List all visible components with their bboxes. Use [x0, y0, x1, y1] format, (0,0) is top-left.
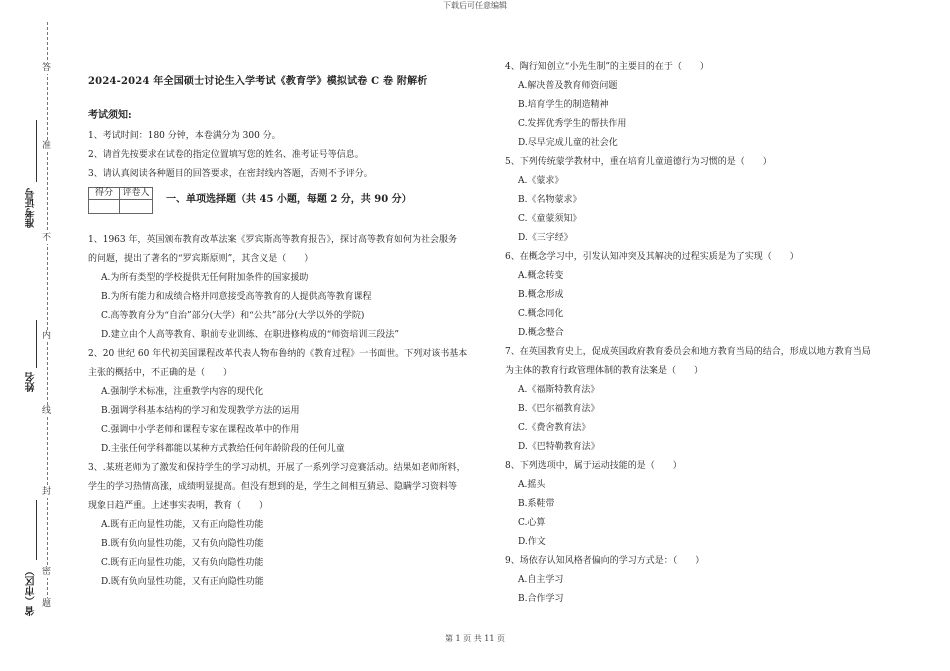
question-option: B.系鞋带: [518, 499, 555, 509]
exam-number-line: [36, 120, 37, 182]
seal-char: 题: [42, 599, 52, 609]
question-option: B.《巴尔福教育法》: [518, 404, 600, 414]
question-option: B.强调学科基本结构的学习和发现教学方法的运用: [101, 406, 300, 416]
question-stem: 5、下列传统蒙学教材中，重在培育儿童道德行为习惯的是（ ）: [505, 157, 772, 167]
right-column: [505, 58, 905, 609]
question: [505, 248, 905, 343]
score-cell: [89, 188, 120, 213]
question-option: B.《名物蒙求》: [518, 195, 582, 205]
question-option: C.发挥优秀学生的帮扶作用: [518, 119, 627, 129]
seal-char: 内: [42, 331, 52, 341]
question-stem: 4、陶行知创立“小先生制”的主要目的在于（ ）: [505, 62, 709, 72]
seal-char: 准: [42, 141, 52, 151]
question-option: B.为所有能力和成绩合格并同意接受高等教育的人提供高等教育课程: [101, 292, 372, 302]
question-option: B.培育学生的制造精神: [518, 100, 609, 110]
question-option: C.概念同化: [518, 309, 564, 319]
question-option: D.尽早完成儿童的社会化: [518, 138, 618, 148]
seal-dashed-line: [47, 22, 48, 610]
question-stem: 8、下列选项中，属于运动技能的是（ ）: [505, 461, 682, 471]
question-option: B.既有负向显性功能，又有负向隐性功能: [101, 539, 264, 549]
question-option: D.概念整合: [518, 328, 564, 338]
province-label: 省（市区）: [26, 566, 37, 616]
grader-cell: [120, 188, 152, 213]
score-label: 得分: [89, 188, 119, 200]
notice-title: 考试须知:: [88, 110, 132, 121]
page-footer: 第 1 页 共 11 页: [445, 634, 505, 643]
question-stem: 3、.某班老师为了激发和保持学生的学习动机，开展了一系列学习竞赛活动。结果如老师所料，: [88, 463, 466, 473]
question-option: A.自主学习: [518, 575, 564, 585]
seal-char: 线: [42, 406, 52, 416]
question-option: C.《费舍教育法》: [518, 423, 591, 433]
question-option: A.摇头: [518, 480, 546, 490]
question-stem: 学生的学习热情高涨，成绩明显提高。但没有想到的是，学生之间相互猜忌、隐瞒学习资料等: [88, 482, 458, 492]
seal-char: 答: [42, 63, 52, 73]
left-column: [88, 76, 486, 592]
question: [505, 552, 905, 609]
province-line: [36, 500, 37, 560]
question: [88, 231, 486, 345]
question-option: D.建立由个人高等教育、职前专业训练、在职进修构成的“师资培训三段法”: [101, 330, 399, 340]
notice-item: 1、考试时间：180 分钟，本卷满分为 300 分。: [88, 131, 281, 141]
question-option: C.强调中小学老师和课程专家在课程改革中的作用: [101, 425, 300, 435]
question: [505, 58, 905, 153]
question-option: A.解决普及教育师资问题: [518, 81, 618, 91]
notice-item: 3、请认真阅读各种题目的回答要求，在密封线内答题，否则不予评分。: [88, 169, 373, 179]
score-row: [88, 187, 486, 213]
question-option: D.作文: [518, 537, 546, 547]
question-option: A.为所有类型的学校提供无任何附加条件的国家援助: [101, 273, 309, 283]
binding-margin: [0, 0, 60, 671]
grader-label: 评卷人: [120, 188, 152, 200]
score-table: [88, 187, 153, 214]
question-list: [88, 231, 486, 592]
name-label: 姓名: [26, 372, 37, 392]
question-stem: 1、1963 年，英国颁布教育改革法案《罗宾斯高等教育报告》，探讨高等教育如何为社会服务: [88, 235, 457, 245]
seal-char: 不: [42, 233, 52, 243]
question-option: C.既有正向显性功能，又有负向隐性功能: [101, 558, 264, 568]
question-stem: 2、20 世纪 60 年代初美国课程改革代表人物布鲁纳的《教育过程》一书面世。下列对该书基本: [88, 349, 468, 359]
question-option: B.概念形成: [518, 290, 564, 300]
question: [505, 343, 905, 457]
question-option: A.《福斯特教育法》: [518, 385, 600, 395]
exam-number-label: 准考证号: [26, 188, 37, 228]
question-stem: 的问题，提出了著名的“罗宾斯原则”，其含义是（ ）: [88, 254, 314, 264]
seal-char: 密: [42, 567, 52, 577]
question: [505, 153, 905, 248]
notice-item: 2、请首先按要求在试卷的指定位置填写您的姓名、准考证号等信息。: [88, 150, 364, 160]
question-option: A.《蒙求》: [518, 176, 564, 186]
question: [88, 345, 486, 459]
question-stem: 7、在英国教育史上，促成英国政府教育委员会和地方教育当局的结合，形成以地方教育当局: [505, 347, 871, 357]
question-option: A.既有正向显性功能，又有正向隐性功能: [101, 520, 264, 530]
section-title: 一、单项选择题（共 45 小题，每题 2 分，共 90 分）: [166, 194, 412, 205]
question-stem: 主张的概括中，不正确的是（ ）: [88, 368, 233, 378]
question-list: [505, 58, 905, 609]
question-stem: 现象日趋严重。上述事实表明，教育（ ）: [88, 501, 269, 511]
question: [88, 459, 486, 592]
question-stem: 为主体的教育行政管理体制的教育法案是（ ）: [505, 366, 704, 376]
question-option: C.心算: [518, 518, 546, 528]
seal-char: 封: [42, 487, 52, 497]
doc-title: 2024-2024 年全国硕士讨论生入学考试《教育学》模拟试卷 C 卷 附解析: [88, 76, 428, 87]
question-option: B.合作学习: [518, 594, 564, 604]
question-option: D.主张任何学科都能以某种方式教给任何年龄阶段的任何儿童: [101, 444, 345, 454]
question: [505, 457, 905, 552]
question-option: C.《童蒙须知》: [518, 214, 582, 224]
header-note: 下载后可任意编辑: [443, 1, 507, 10]
question-option: D.《巴特勒教育法》: [518, 442, 600, 452]
question-option: A.强制学术标准，注重教学内容的现代化: [101, 387, 264, 397]
question-option: D.既有负向显性功能，又有正向隐性功能: [101, 577, 264, 587]
question-option: D.《三字经》: [518, 233, 573, 243]
question-option: A.概念转变: [518, 271, 564, 281]
question-option: C.高等教育分为“自治”部分(大学）和“公共”部分(大学以外的学院): [101, 311, 365, 321]
question-stem: 6、在概念学习中，引发认知冲突及其解决的过程实质是为了实现（ ）: [505, 252, 799, 262]
name-line: [36, 320, 37, 368]
question-stem: 9、场依存认知风格者偏向的学习方式是：（ ）: [505, 556, 705, 566]
